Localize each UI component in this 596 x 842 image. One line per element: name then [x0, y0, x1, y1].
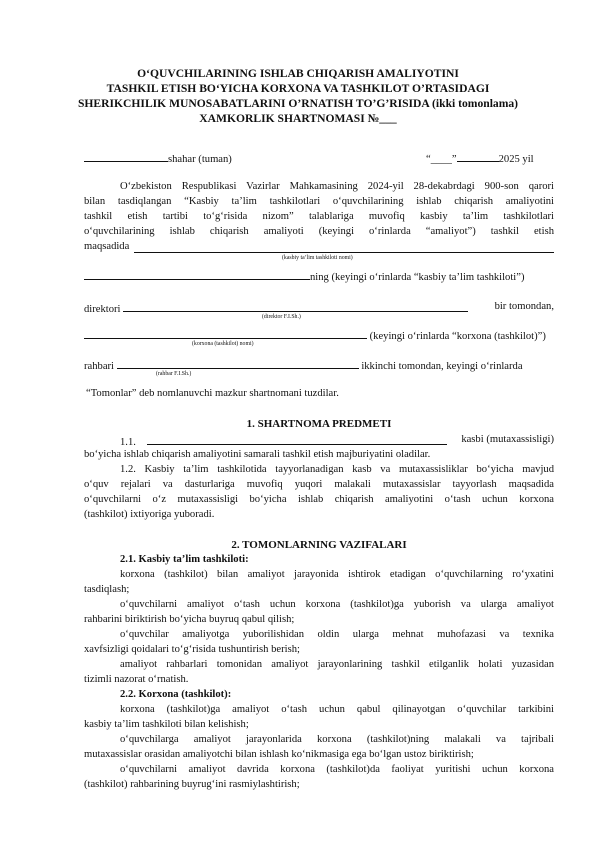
preamble-line-2: bilan tasdiqlangan “Kasbiy ta’lim tashkilotlari o‘quvchilarining ishlab chiqarish amaliyotini	[84, 196, 554, 207]
document-title	[60, 66, 536, 126]
section-2-1-heading: 2.1. Kasbiy ta’lim tashkiloti:	[120, 554, 249, 565]
place-line	[84, 150, 232, 167]
preamble-line-7	[84, 300, 554, 317]
institution-name-blank-2	[84, 268, 310, 280]
duty-b1-line-1: korxona (tashkilot)ga amaliyot o‘tash uchun qabul qilinayotgan o‘quvchilar tarkibini	[120, 704, 554, 715]
preamble-line-1: O‘zbekiston Respublikasi Vazirlar Mahkamasining 2024-yil 28-dekabrdagi 900-son qarori	[120, 181, 554, 192]
institution-alias: ning (keyingi o‘rinlarda “kasbiy ta’lim tashkiloti”)	[310, 272, 525, 283]
director-label: direktori	[84, 304, 121, 315]
preamble-line-8	[84, 327, 546, 344]
head-label: rahbari	[84, 361, 114, 372]
duty-a1-line-2: tasdiqlash;	[84, 584, 130, 595]
first-party-label: bir tomondan,	[494, 301, 554, 312]
duty-a4-line-2: tizimli nazorat o‘rnatish.	[84, 674, 189, 685]
title-line-2: TASHKIL ETISH BO‘YICHA KORXONA VA TASHKILOT O’RTASIDAGI	[106, 82, 490, 95]
preamble-line-4: o‘quvchilarining ishlab chiqarish amaliyoti (keyingi o‘rinlarda “amaliyot”) tashkil etish	[84, 226, 554, 237]
duty-b2-line-2: mutaxassislar orasidan amaliyotchi bilan ishlash ko‘nikmasiga ega bo‘lgan ustoz biriktirish;	[84, 749, 474, 760]
preamble-line-9	[84, 357, 554, 374]
city-blank	[84, 150, 168, 162]
preamble-line-3: tashkil etish tartibi to‘g‘risida nizom” talablariga muvofiq kasbiy ta’lim tashkilotlari	[84, 211, 554, 222]
director-name-blank	[123, 300, 468, 312]
duty-a3-line-1: o‘quvchilar amaliyotga yuborilishidan oldin ularga mehnat muhofazasi va texnika	[120, 629, 554, 640]
section-1-2-line-4: (tashkilot) ixtiyoriga yuboradi.	[84, 509, 215, 520]
profession-blank	[147, 433, 447, 445]
section-1-1-line-2: bo‘yicha ishlab chiqarish amaliyotini samarali tashkil etish majburiyatini oladilar.	[84, 449, 431, 460]
duty-a2-line-1: o‘quvchilarni amaliyot o‘tash uchun korxona (tashkilot)ga yuborish va ularga amaliyot	[120, 599, 554, 610]
section-1-2-line-3: o‘quvchilarni o‘z mutaxassisligi bo‘yicha ishlab chiqarish amaliyotini o‘tash uchun korxona	[84, 494, 554, 505]
section-2-heading: 2. TOMONLARNING VAZIFALARI	[231, 539, 407, 551]
preamble-line-5	[84, 240, 129, 254]
date-line	[426, 150, 534, 167]
section-1-2-line-1: 1.2. Kasbiy ta’lim tashkilotida tayyorlanadigan kasb va mutaxassisliklar bo‘yicha mavjud	[120, 464, 554, 475]
duty-a4-line-1: amaliyot rahbarlari tomonidan amaliyot jarayonlarining tashkil etilganlik holati yuzasidan	[120, 659, 554, 670]
caption-director: (direktor F.I.Sh.)	[262, 314, 301, 320]
duty-b3-line-1: o‘quvchilarni amaliyot davrida korxona (tashkilot)da faoliyat yuritishi uchun korxona	[120, 764, 554, 775]
section-2-2-heading: 2.2. Korxona (tashkilot):	[120, 689, 232, 700]
section-1-2-line-2: o‘quv rejalari va dasturlariga muvofiq yuqori malakali mutaxassislar tayyorlash maqsadida	[84, 479, 554, 490]
caption-head: (rahbar F.I.Sh.)	[156, 371, 192, 377]
duty-b1-line-2: kasbiy ta’lim tashkiloti bilan kelishish;	[84, 719, 249, 730]
company-alias: (keyingi o‘rinlarda “korxona (tashkilot)”)	[369, 331, 546, 342]
institution-name-blank	[134, 252, 554, 253]
preamble-purpose: maqsadida	[84, 241, 130, 252]
clause-1-1-number: 1.1.	[120, 437, 136, 448]
duty-a3-line-2: xavfsizligi qoidalari to‘g‘risida tushuntirish berish;	[84, 644, 300, 655]
duty-b2-line-1: o‘quvchilarga amaliyot jarayonlarida korxona (tashkilot)ning malakali va tajribali	[120, 734, 554, 745]
duty-a1-line-1: korxona (tashkilot) bilan amaliyot jarayonida ishtirok etadigan o‘quvchilarning ro‘yxatini	[120, 569, 554, 580]
clause-1-1-tail: kasbi (mutaxassisligi)	[461, 434, 554, 445]
date-day: “____”	[426, 154, 457, 165]
company-name-blank	[84, 327, 367, 339]
title-line-1: O‘QUVCHILARINING ISHLAB CHIQARISH AMALIYOTINI	[137, 67, 459, 80]
date-year: 2025 yil	[498, 154, 534, 165]
caption-company: (korxona (tashkilot) nomi)	[192, 341, 254, 347]
second-party-label: ikkinchi tomondan, keyingi o‘rinlarda	[361, 361, 523, 372]
head-name-blank	[117, 357, 359, 369]
title-line-4: XAMKORLIK SHARTNOMASI №___	[199, 112, 397, 125]
title-line-3: SHERIKCHILIK MUNOSABATLARINI O’RNATISH TO’G’RISIDA (ikki tomonlama)	[77, 97, 519, 110]
preamble-line-6	[84, 268, 524, 285]
duty-a2-line-2: rahbarini biriktirish bo‘yicha buyruq qabul qilish;	[84, 614, 295, 625]
date-month-blank	[457, 150, 499, 162]
section-1-heading: 1. SHARTNOMA PREDMETI	[246, 418, 392, 430]
place-label: shahar (tuman)	[168, 154, 232, 165]
preamble-line-10: “Tomonlar” deb nomlanuvchi mazkur shartnomani tuzdilar.	[86, 388, 339, 399]
duty-b3-line-2: (tashkilot) rahbarining buyrug‘ini rasmiylashtirish;	[84, 779, 300, 790]
caption-institution: (kasbiy ta’lim tashkiloti nomi)	[282, 255, 353, 261]
